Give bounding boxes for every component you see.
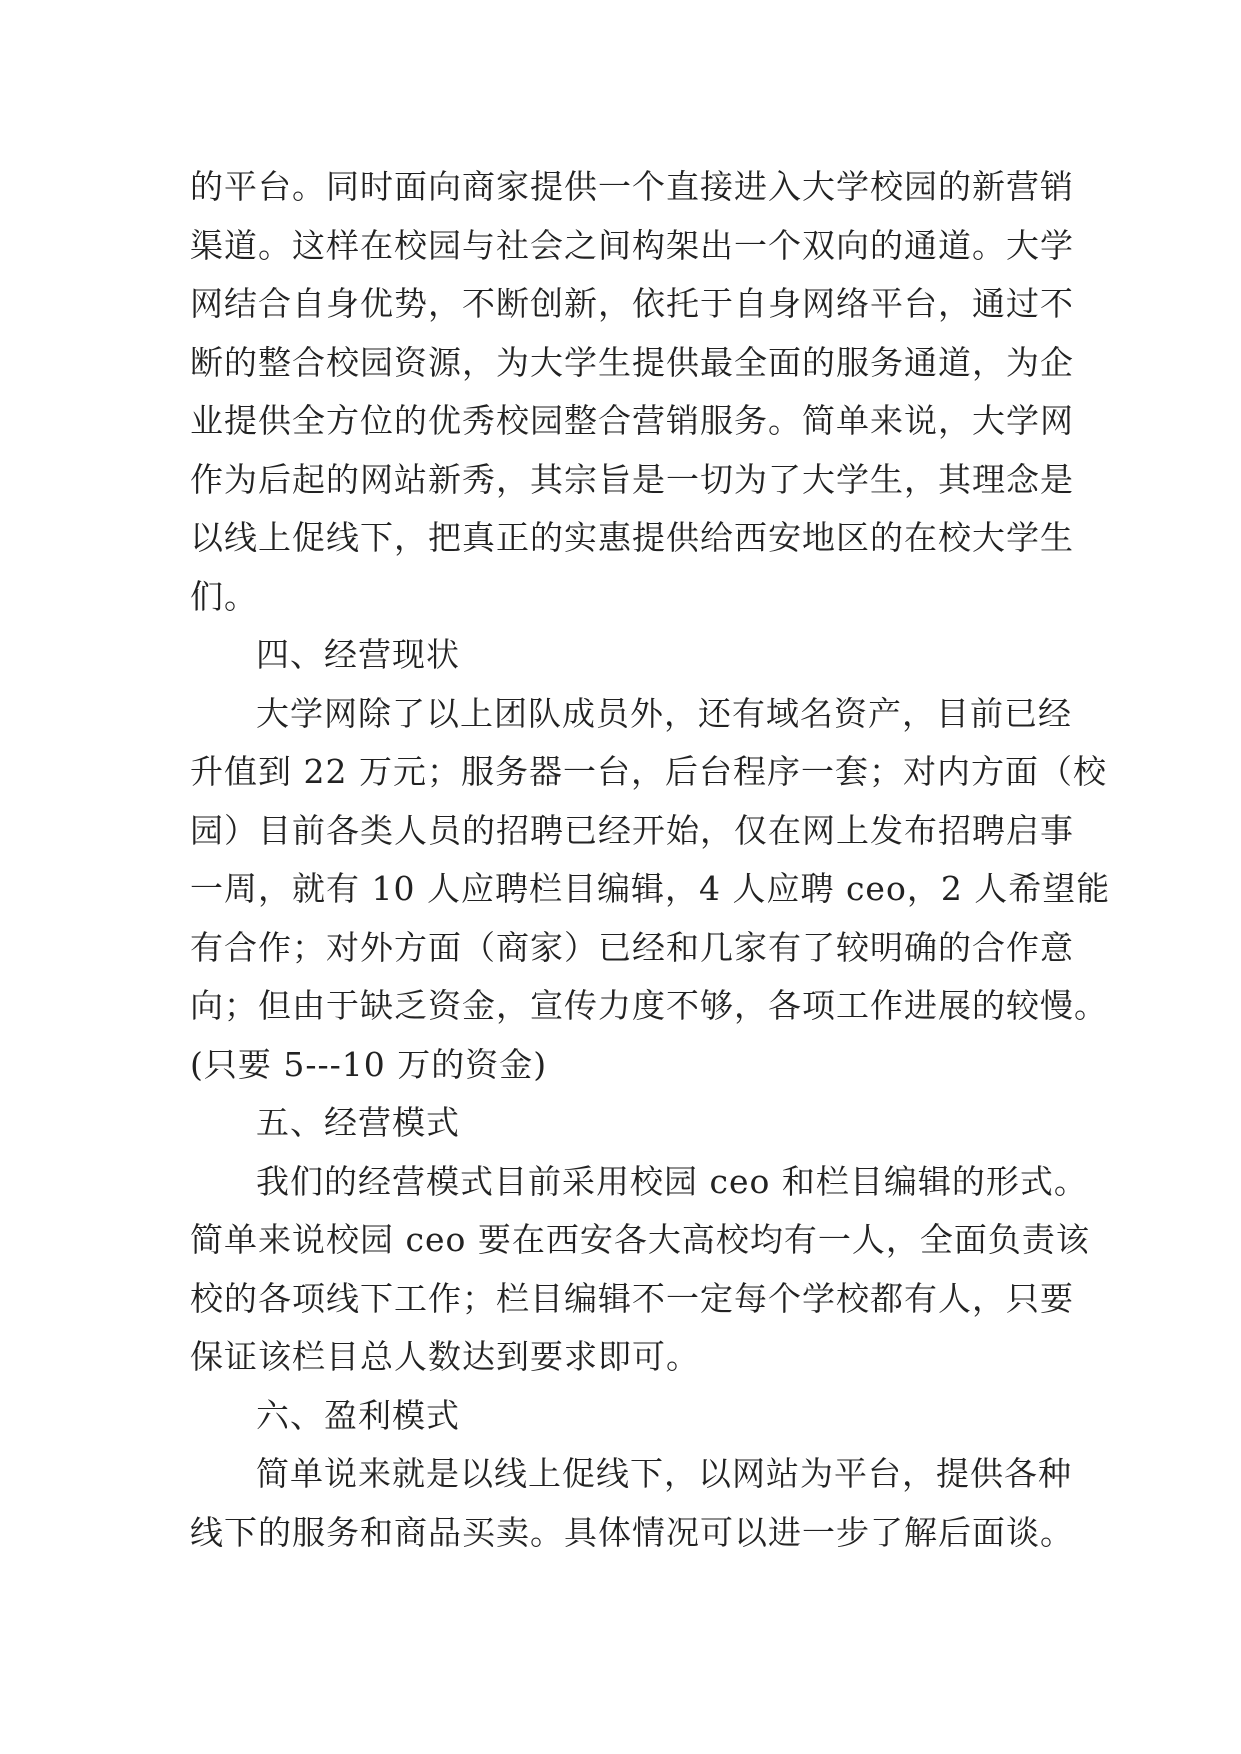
text-line: 保证该栏目总人数达到要求即可。 (190, 1337, 700, 1376)
text-line: 我们的经营模式目前采用校园 ceo 和栏目编辑的形式。 (256, 1161, 1088, 1201)
text-line: 作为后起的网站新秀，其宗旨是一切为了大学生，其理念是 (190, 459, 1074, 499)
text-line: 有合作；对外方面（商家）已经和几家有了较明确的合作意 (190, 927, 1074, 967)
text-line: 园）目前各类人员的招聘已经开始，仅在网上发布招聘启事 (190, 810, 1074, 850)
text-line: 断的整合校园资源，为大学生提供最全面的服务通道，为企 (190, 342, 1074, 382)
text-line: 们。 (190, 576, 258, 616)
text-line: 简单来说校园 ceo 要在西安各大高校均有一人，全面负责该 (190, 1220, 1090, 1259)
text-line: 升值到 22 万元；服务器一台，后台程序一套；对内方面（校 (190, 752, 1107, 791)
text-line: 校的各项线下工作；栏目编辑不一定每个学校都有人，只要 (190, 1278, 1074, 1318)
text-line: 以线上促线下，把真正的实惠提供给西安地区的在校大学生 (190, 518, 1074, 557)
text-line: 业提供全方位的优秀校园整合营销服务。简单来说，大学网 (190, 401, 1074, 440)
text-line: 大学网除了以上团队成员外，还有域名资产，目前已经 (256, 693, 1072, 733)
section-heading-operating-status: 四、经营现状 (256, 635, 460, 674)
text-line: 简单说来就是以线上促线下，以网站为平台，提供各种 (256, 1454, 1072, 1493)
text-line: 向；但由于缺乏资金，宣传力度不够，各项工作进展的较慢。 (190, 986, 1108, 1025)
section-heading-profit-model: 六、盈利模式 (256, 1395, 460, 1435)
text-line: 渠道。这样在校园与社会之间构架出一个双向的通道。大学 (190, 225, 1074, 265)
text-line: 线下的服务和商品买卖。具体情况可以进一步了解后面谈。 (190, 1512, 1074, 1552)
document-body (190, 158, 1111, 1562)
text-line: 的平台。同时面向商家提供一个直接进入大学校园的新营销 (190, 167, 1074, 206)
text-line: 一周，就有 10 人应聘栏目编辑，4 人应聘 ceo，2 人希望能 (190, 869, 1111, 908)
text-line: 网结合自身优势，不断创新，依托于自身网络平台，通过不 (190, 284, 1074, 323)
section-heading-business-model: 五、经营模式 (256, 1103, 460, 1142)
text-line: (只要 5---10 万的资金) (190, 1044, 548, 1084)
